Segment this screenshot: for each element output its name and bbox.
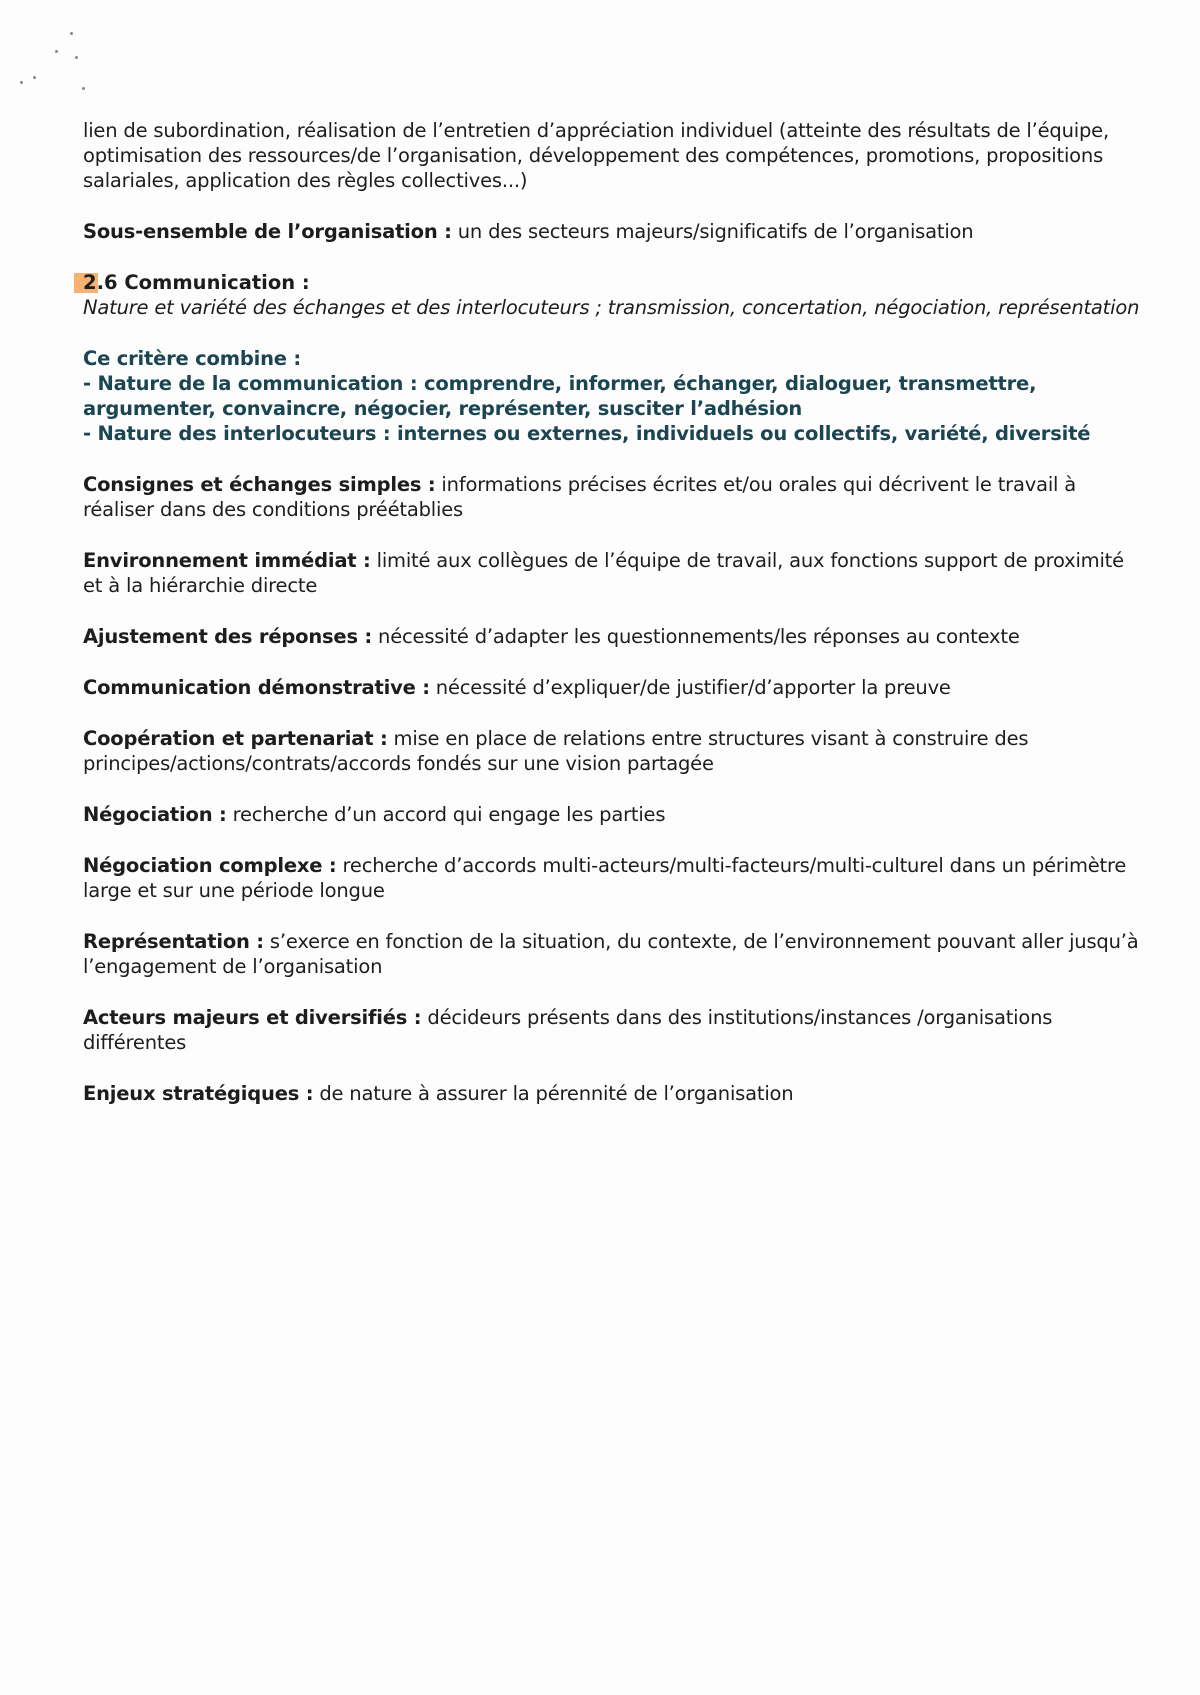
section-title: Communication : — [117, 271, 310, 294]
definition-term: Coopération et partenariat : — [83, 727, 388, 750]
intro-text: lien de subordination, réalisation de l’entretien d’appréciation individuel (atteinte des résultats de l’équipe, optimisation des ressources/de l’organisation, développement des compétences, promotions, propositions salariales, application des règles collectives...) — [83, 119, 1109, 192]
section-number: 2.6 — [83, 271, 118, 294]
definition-text: recherche d’accords multi-acteurs/multi-facteurs/multi-culturel dans un périmètre large et sur une période longue — [83, 854, 1127, 902]
intro-paragraph — [83, 118, 1143, 193]
definition-term: Environnement immédiat : — [83, 549, 371, 572]
definition-text: mise en place de relations entre structures visant à construire des principes/actions/contrats/accords fondés sur une vision partagée — [83, 727, 1029, 775]
definition-negociation — [83, 802, 1143, 827]
criteria-line: - Nature des interlocuteurs : internes ou externes, individuels ou collectifs, variété, diversité — [83, 422, 1091, 445]
definition-term: Négociation : — [83, 803, 227, 826]
scan-speck — [75, 56, 78, 59]
definition-sous-ensemble — [83, 219, 1143, 244]
definition-text: de nature à assurer la pérennité de l’organisation — [313, 1082, 794, 1105]
definition-term: Acteurs majeurs et diversifiés : — [83, 1006, 422, 1029]
scan-specks — [0, 0, 120, 100]
definition-representation — [83, 929, 1143, 979]
definition-term: Communication démonstrative : — [83, 676, 430, 699]
definition-communication-demonstrative — [83, 675, 1143, 700]
document-page — [83, 118, 1143, 1106]
scan-speck — [55, 50, 58, 53]
definition-term: Représentation : — [83, 930, 264, 953]
definition-term: Négociation complexe : — [83, 854, 337, 877]
criteria-heading: Ce critère combine : — [83, 347, 301, 370]
definition-negociation-complexe — [83, 853, 1143, 903]
definition-acteurs-majeurs — [83, 1005, 1143, 1055]
scan-speck — [70, 32, 73, 35]
definition-text: informations précises écrites et/ou orales qui décrivent le travail à réaliser dans des conditions préétablies — [83, 473, 1077, 521]
definition-text: décideurs présents dans des institutions/instances /organisations différentes — [83, 1006, 1053, 1054]
definition-ajustement — [83, 624, 1143, 649]
definition-text: nécessité d’expliquer/de justifier/d’apporter la preuve — [429, 676, 951, 699]
definition-text: s’exerce en fonction de la situation, du contexte, de l’environnement pouvant aller jusqu’à l’engagement de l’organisation — [83, 930, 1139, 978]
definition-text: limité aux collègues de l’équipe de travail, aux fonctions support de proximité et à la hiérarchie directe — [83, 549, 1124, 597]
definition-enjeux-strategiques — [83, 1081, 1143, 1106]
scan-speck — [33, 76, 36, 79]
scan-speck — [82, 87, 85, 90]
section-heading — [83, 270, 1143, 295]
scan-speck — [20, 81, 23, 84]
definition-text: nécessité d’adapter les questionnements/les réponses au contexte — [372, 625, 1020, 648]
definition-cooperation — [83, 726, 1143, 776]
criteria-line: - Nature de la communication : comprendre, informer, échanger, dialoguer, transmettre, argumenter, convaincre, négocier, représenter, susciter l’adhésion — [83, 372, 1037, 420]
definition-term: Enjeux stratégiques : — [83, 1082, 314, 1105]
definition-consignes — [83, 472, 1143, 522]
definition-text: un des secteurs majeurs/significatifs de l’organisation — [451, 220, 974, 243]
criteria-block — [83, 346, 1143, 446]
section-subtitle: Nature et variété des échanges et des interlocuteurs ; transmission, concertation, négociation, représentation — [83, 296, 1140, 319]
definition-term: Sous-ensemble de l’organisation : — [83, 220, 452, 243]
definition-text: recherche d’un accord qui engage les parties — [226, 803, 666, 826]
definition-environnement — [83, 548, 1143, 598]
definition-term: Consignes et échanges simples : — [83, 473, 436, 496]
definition-term: Ajustement des réponses : — [83, 625, 373, 648]
